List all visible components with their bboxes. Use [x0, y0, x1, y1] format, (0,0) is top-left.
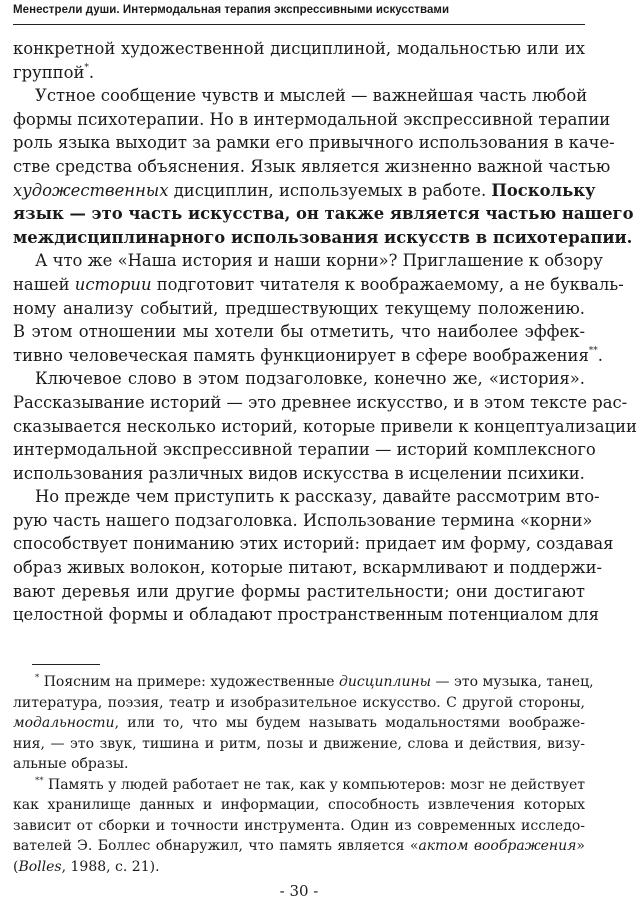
text-run: В этом отношении мы хотели бы отметить, что наиболее эффек- [13, 322, 585, 342]
text-run: Устное сообщение чувств и мыслей — важнейшая часть любой [35, 86, 588, 106]
text-run: группой [13, 62, 85, 82]
text-run: А что же «Наша история и наши корни»? Приглашение к обзору [35, 251, 603, 271]
footnote-line [13, 734, 585, 755]
text-run: Ключевое слово в этом подзаголовке, конечно же, «история». [35, 369, 585, 389]
body-line [13, 485, 600, 509]
text-run: интермодальной экспрессивной терапии — историй комплексного [13, 440, 596, 460]
footnote-marker: * [84, 62, 89, 73]
footnote-line [13, 754, 585, 775]
header-rule [13, 24, 585, 25]
footnote-line [13, 795, 585, 816]
text-run: использования различных видов искусства в исцелении психики. [13, 463, 585, 483]
text-run: нашей [13, 274, 75, 294]
body-line [13, 438, 596, 462]
footnotes [13, 672, 594, 877]
body-line [13, 249, 603, 273]
body-line [13, 532, 614, 556]
text-run: способствует пониманию этих историй: придает им форму, создавая [13, 534, 614, 554]
text-run: » [576, 838, 585, 854]
body-line [13, 320, 585, 344]
body-line [13, 273, 624, 297]
footnote-line [13, 836, 585, 857]
footnote-marker: * [35, 673, 40, 683]
text-run: сказывается несколько историй, которые привели к концептуализации [13, 416, 637, 436]
text-run: Память у людей работает не так, как у компьютеров: мозг не действует [43, 776, 585, 793]
body-line [13, 344, 604, 368]
text-run: , или то, что мы будем называть модальностями воображе- [114, 715, 585, 731]
body-line [13, 391, 628, 415]
text-run: Поясним на примере: художественные [39, 674, 339, 690]
body-line [13, 131, 615, 155]
text-run: , 1988, с. 21). [61, 858, 160, 875]
footnote-line [13, 693, 585, 714]
text-run: истории [74, 274, 152, 294]
text-run: ному анализу событий, предшествующих текущему положению. [13, 298, 585, 318]
body-line [13, 37, 585, 61]
text-run: рую часть нашего подзаголовка. Использование термина «корни» [13, 510, 593, 530]
body-line [13, 226, 633, 250]
text-run: стве средства объяснения. Язык является жизненно важной частью [13, 156, 611, 176]
text-run: Но прежде чем приступить к рассказу, давайте рассмотрим вто- [35, 487, 600, 507]
text-run: роль языка выходит за рамки его привычного использования в каче- [13, 133, 615, 153]
text-run: — это музыка, танец, [431, 674, 594, 690]
text-run: Bolles [18, 858, 62, 875]
body-line [13, 603, 599, 627]
body-text [13, 37, 637, 627]
footnote-line [13, 816, 585, 837]
footnote-line [13, 775, 585, 796]
text-run: дисциплин, используемых в работе. [168, 180, 492, 200]
body-line [13, 202, 634, 226]
body-line [13, 84, 588, 108]
text-run: ния, — это звук, тишина и ритм, позы и движение, слова и действия, визу- [13, 735, 585, 752]
text-run: тивно человеческая память функционирует в сфере воображения [13, 345, 589, 365]
text-run: Поскольку [491, 180, 596, 200]
page-number: - 30 - [279, 882, 319, 900]
footnote-marker: ** [35, 775, 44, 786]
text-run: Рассказывание историй — это древнее искусство, и в этом тексте рас- [13, 392, 628, 412]
running-head: Менестрели души. Интермодальная терапия экспрессивными искусствами [13, 4, 450, 16]
text-run: модальности [13, 715, 115, 731]
text-run: вают деревья или другие формы растительности; они достигают [13, 581, 585, 601]
text-run: зависит от сборки и точности инструмента. Один из современных исследо- [13, 817, 585, 834]
body-line [13, 580, 585, 604]
text-run: . [597, 345, 604, 365]
text-run: конкретной художественной дисциплиной, модальностью или их [13, 39, 585, 58]
body-line [13, 179, 596, 203]
text-run: целостной формы и обладают пространственным потенциалом для [13, 605, 599, 625]
text-run: междисциплинарного использования искусств в психотерапии. [13, 227, 633, 247]
footnote-rule [32, 664, 100, 665]
text-run: литература, поэзия, театр и изобразительное искусство. С другой стороны, [13, 694, 585, 711]
text-run: ( [13, 858, 19, 875]
body-line [13, 556, 603, 580]
body-line [13, 367, 585, 391]
body-line [13, 415, 637, 439]
text-run: подготовит читателя к воображаемому, а не букваль- [151, 274, 624, 294]
text-run: как хранилище данных и информации, способность извлечения которых [13, 797, 585, 813]
text-run: актом воображения [418, 838, 577, 854]
footnote-line [13, 672, 594, 693]
body-line [13, 509, 593, 533]
text-run: . [88, 62, 95, 82]
text-run: образ живых волокон, которые питают, вскармливают и поддержи- [13, 558, 603, 578]
text-run: формы психотерапии. Но в интермодальной экспрессивной терапии [13, 109, 611, 129]
body-line [13, 155, 611, 179]
body-line [13, 297, 585, 321]
footnote-line [13, 857, 585, 878]
body-line [13, 108, 611, 132]
text-run: язык — это часть искусства, он также является частью нашего [13, 204, 634, 224]
text-run: дисциплины [339, 674, 432, 690]
footnote-line [13, 713, 585, 734]
footnote-marker: ** [588, 345, 598, 356]
text-run: вателей Э. Боллес обнаружил, что память является « [13, 838, 419, 854]
body-line [13, 462, 585, 486]
body-line [13, 61, 585, 85]
text-run: художественных [13, 180, 169, 200]
text-run: альные образы. [13, 756, 129, 772]
